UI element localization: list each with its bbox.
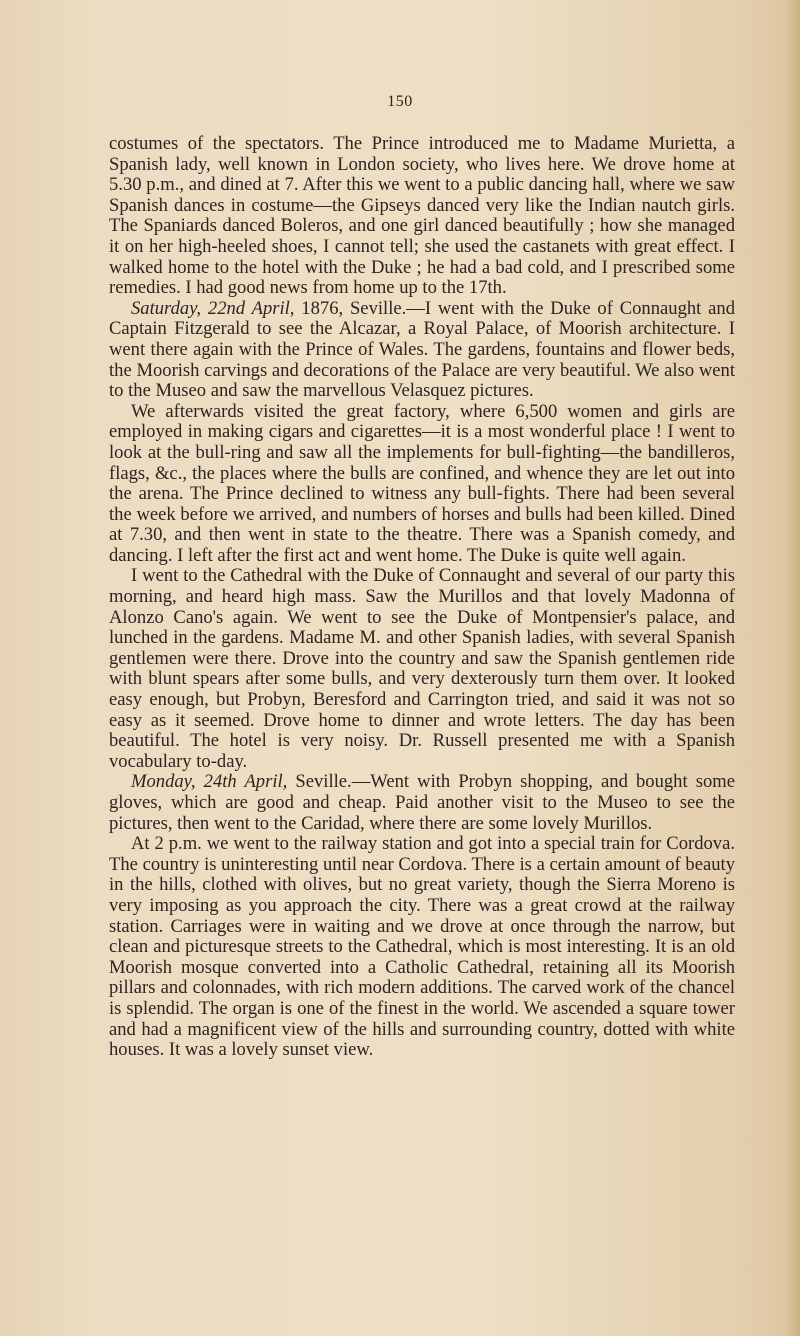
paragraph-4 xyxy=(109,566,735,772)
paragraph-3 xyxy=(109,402,735,567)
paragraph-2-lead: Saturday, 22nd April, xyxy=(131,297,295,319)
paragraph-2 xyxy=(109,299,735,402)
paragraph-5 xyxy=(109,772,735,834)
paragraph-2-body: 1876, Seville.—I went with the Duke of Connaught and Captain Fitzgerald to see the Alcazar, a Royal Palace, of Moorish architecture. I went there again with the Prince of Wales. The gardens, fountains and flower beds, the Moorish carvings and decorations of the Palace are very beautiful. We also went to the Museo and saw the marvellous Velasquez pictures. xyxy=(109,297,736,402)
paragraph-1 xyxy=(109,134,735,299)
paragraph-6-body: At 2 p.m. we went to the railway station and got into a special train for Cordova. The country is uninteresting until near Cordova. There is a certain amount of beauty in the hills, clothed with olives, but no great variety, though the Sierra Moreno is very imposing as you approach the city. There was a great crowd at the railway station. Carriages were in waiting and we drove at once through the narrow, but clean and picturesque streets to the Cathedral, which is most interesting. It is an old Moorish mosque converted into a Catholic Cathedral, retaining all its Moorish pillars and colonnades, with rich modern additions. The carved work of the chancel is splendid. The organ is one of the finest in the world. We ascended a square tower and had a magnificent view of the hills and surrounding country, dotted with white houses. It was a lovely sunset view. xyxy=(109,833,735,1061)
paragraph-5-lead: Monday, 24th April, xyxy=(131,771,288,793)
page-number: 150 xyxy=(387,93,413,110)
paragraph-6 xyxy=(109,834,735,1061)
page-edge-shadow xyxy=(786,0,800,1336)
paragraph-4-body: I went to the Cathedral with the Duke of Connaught and several of our party this morning, and heard high mass. Saw the Murillos and that lovely Madonna of Alonzo Cano's again. We went to see the Duke of Montpensier's palace, and lunched in the gardens. Madame M. and other Spanish ladies, with several Spanish gentlemen were there. Drove into the country and saw the Spanish gentlemen ride with blunt spears after some bulls, and very dexterously turn them over. It looked easy enough, but Probyn, Beresford and Carrington tried, and said it was not so easy as it seemed. Drove home to dinner and wrote letters. The day has been beautiful. The hotel is very noisy. Dr. Russell presented me with a Spanish vocabulary to-day. xyxy=(109,565,735,772)
body-text xyxy=(109,134,735,1061)
paragraph-1-body: costumes of the spectators. The Prince introduced me to Madame Murietta, a Spanish lady, well known in London society, who lives here. We drove home at 5.30 p.m., and dined at 7. After this we went to a public dancing hall, where we saw Spanish dances in costume—the Gipseys danced very like the Indian nautch girls. The Spaniards danced Boleros, and one girl danced beautifully ; how she managed it on her high-heeled shoes, I cannot tell; she used the castanets with great effect. I walked home to the hotel with the Duke ; he had a bad cold, and I prescribed some remedies. I had good news from home up to the 17th. xyxy=(109,133,735,299)
paragraph-3-body: We afterwards visited the great factory, where 6,500 women and girls are employed in making cigars and cigarettes—it is a most wonderful place ! I went to look at the bull-ring and saw all the implements for bull-fighting—the bandilleros, flags, &c., the places where the bulls are confined, and whence they are let out into the arena. The Prince declined to witness any bull-fights. There had been several the week before we arrived, and numbers of horses and bulls had been killed. Dined at 7.30, and then went in state to the theatre. There was a Spanish comedy, and dancing. I left after the first act and went home. The Duke is quite well again. xyxy=(109,400,735,566)
paragraph-5-body: Seville.—Went with Probyn shopping, and bought some gloves, which are good and cheap. Paid another visit to the Museo to see the pictures, then went to the Caridad, where there are some lovely Murillos. xyxy=(109,771,735,834)
